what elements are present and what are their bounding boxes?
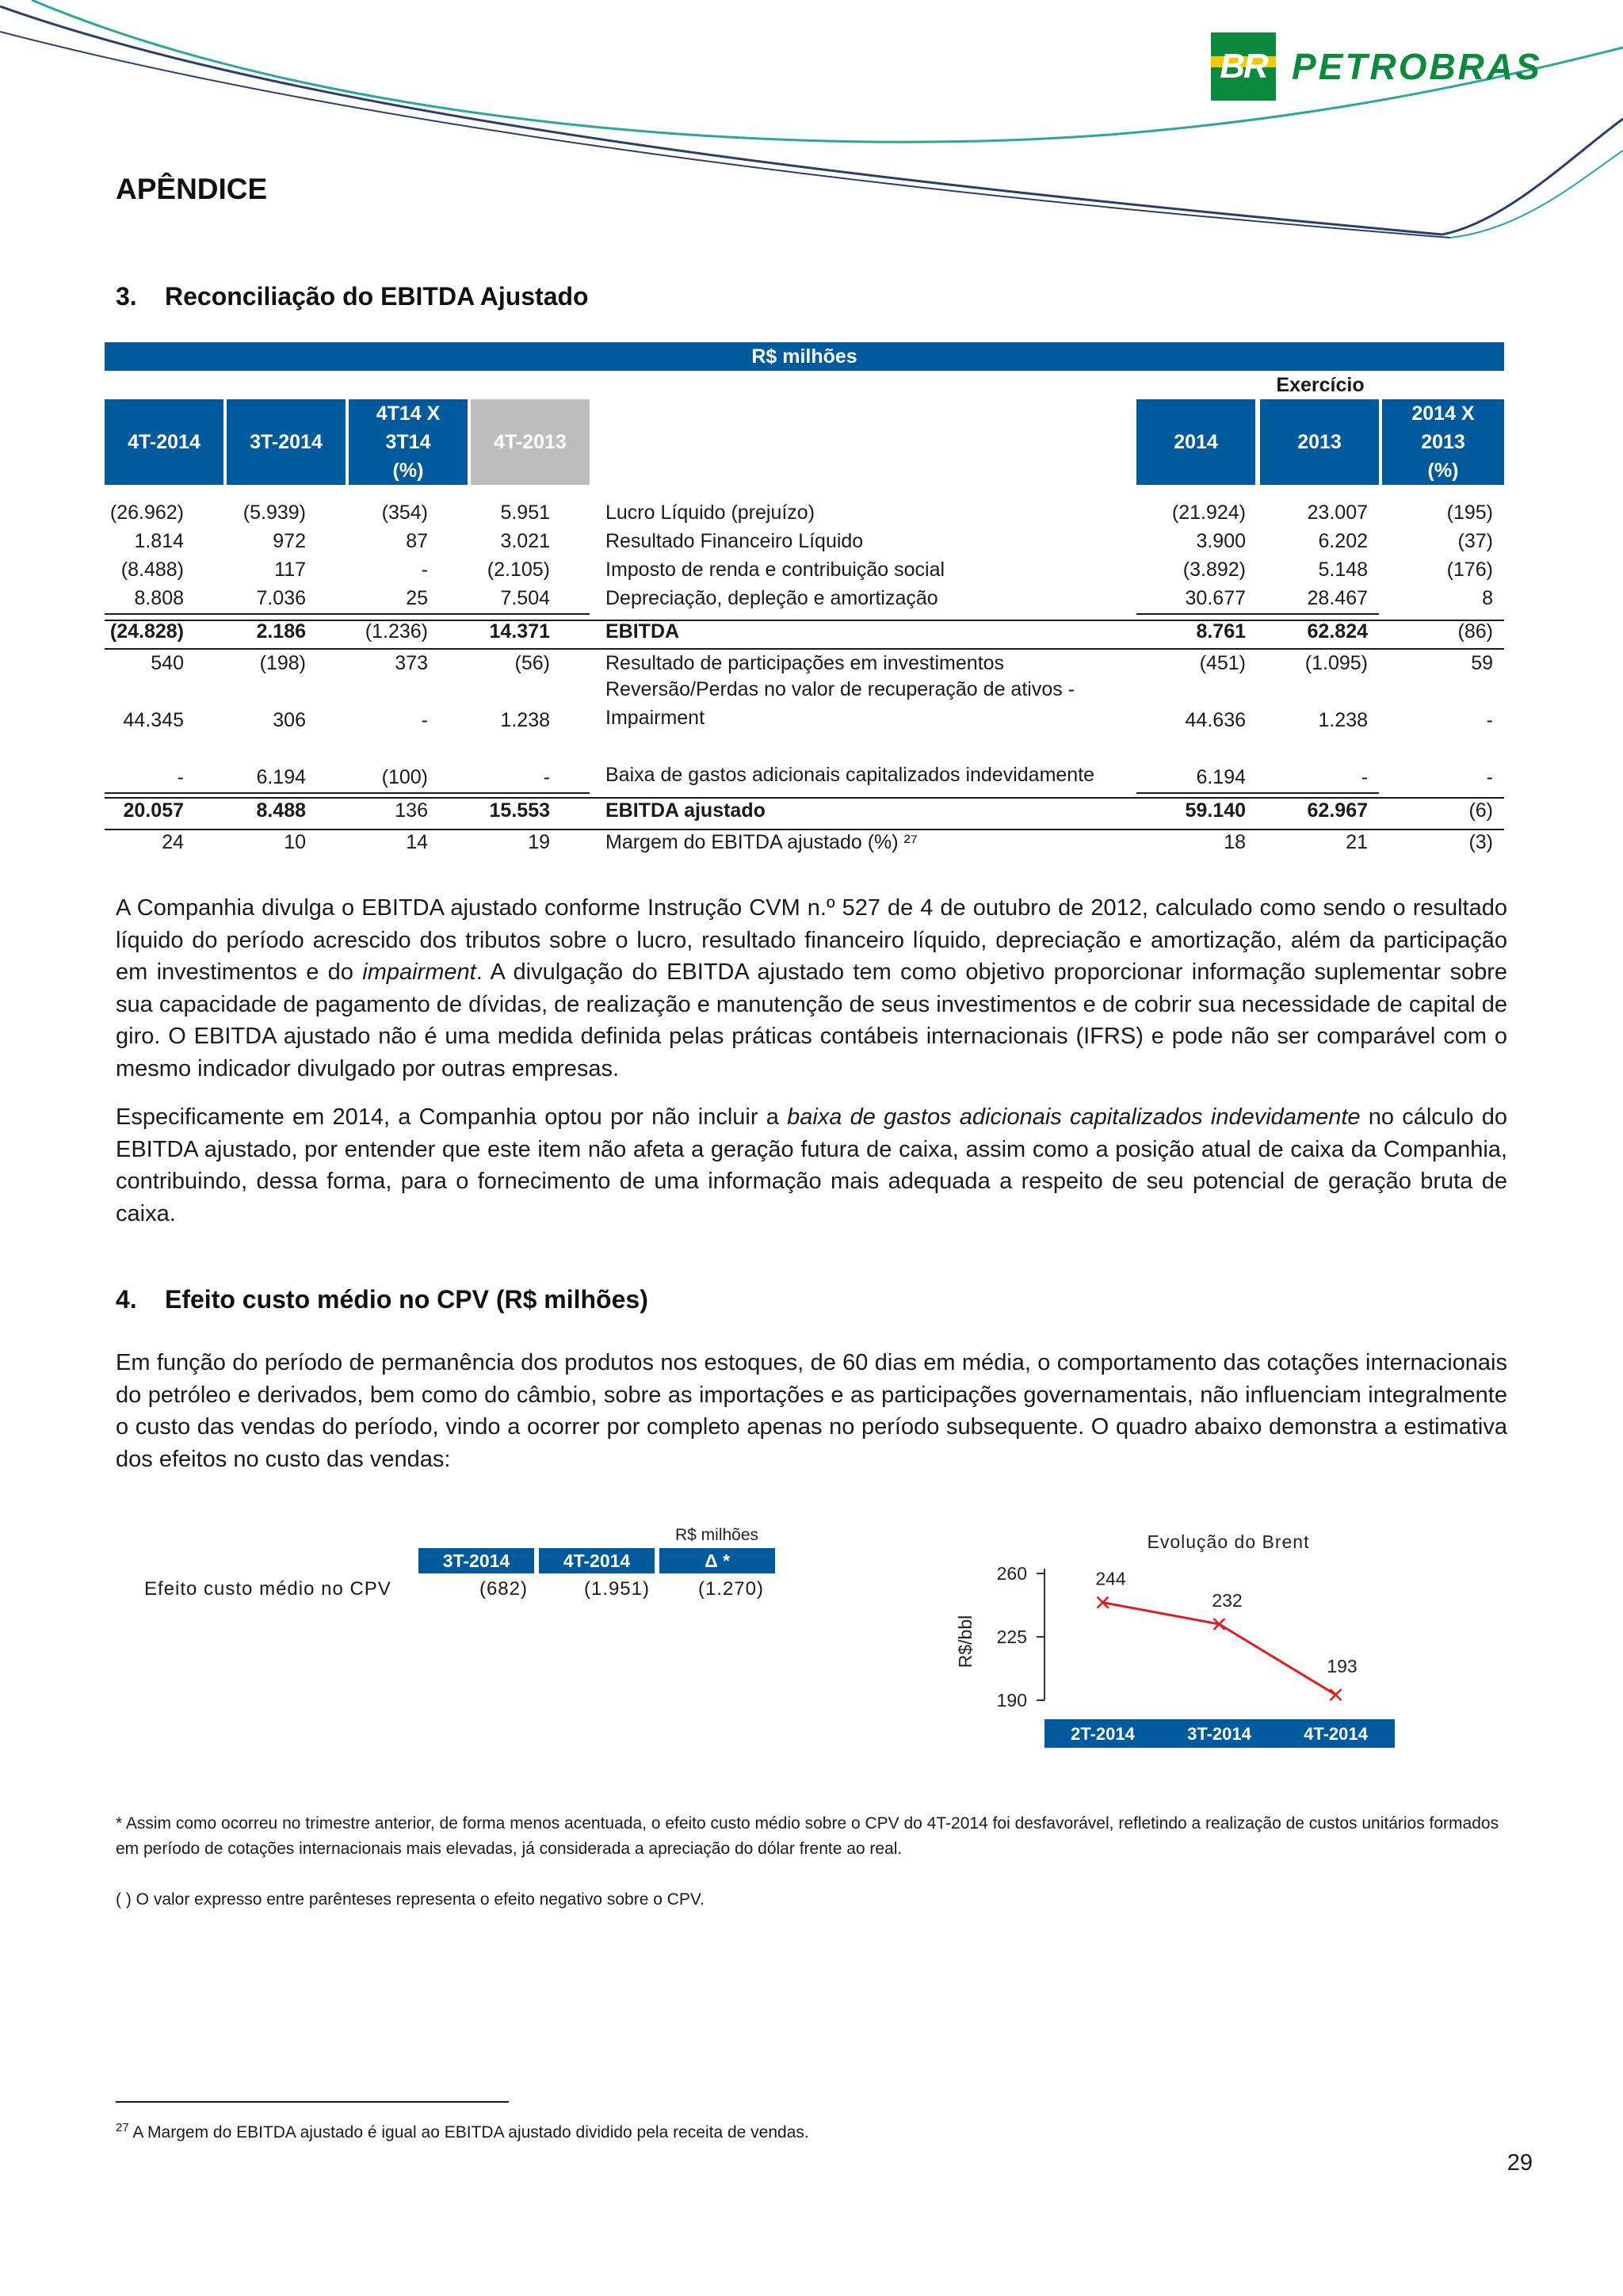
- chart-title: Evolução do Brent: [1147, 1531, 1310, 1552]
- footnote-27: $^{27}$ A Margem do EBITDA ajustado é igual ao EBITDA ajustado dividido pela receita de vendas.: [116, 2121, 809, 2142]
- table-rule: [105, 797, 1504, 799]
- table-row: (26.962) (5.939) (354) 5.951 Lucro Líquido (prejuízo) (21.924) 23.007 (195): [109, 502, 1493, 524]
- table-rule: [105, 648, 1504, 650]
- cpv-column-header: 3T-2014: [418, 1548, 534, 1573]
- table-row: (8.488) 117 - (2.105) Imposto de renda e contribuição social (3.892) 5.148 (176): [120, 559, 1493, 581]
- x-tick-label: 3T-2014: [1187, 1724, 1251, 1744]
- column-header: 2014 X 2013 (%): [1382, 399, 1504, 485]
- cpv-star-note: * Assim como ocorreu no trimestre anterior, de forma menos acentuada, o efeito custo médio sobre o CPV do 4T-2014 foi desfavorável, refletindo a realização de custos unitários formados em período de cotações internacionais mais elevadas, já considerada a apreciação do dólar frente ao real.: [116, 1814, 1499, 1858]
- table-rule: [105, 829, 1504, 830]
- table-unit-band: R$ milhões: [105, 342, 1504, 371]
- cpv-value: (1.270): [697, 1578, 764, 1600]
- table-rule: [1136, 613, 1379, 615]
- page-title: APÊNDICE: [116, 173, 268, 205]
- cpv-row-label: Efeito custo médio no CPV: [144, 1578, 391, 1600]
- column-header: 2013: [1260, 399, 1379, 485]
- data-label: 244: [1095, 1568, 1126, 1589]
- section-4-title: 4. Efeito custo médio no CPV (R$ milhões): [116, 1285, 648, 1314]
- exercicio-label: Exercício: [1276, 374, 1365, 396]
- logo-wordmark: PETROBRAS: [1292, 46, 1542, 87]
- table-row: - 6.194 (100) - Baixa de gastos adicionais capitalizados indevidamente 6.194 - -: [177, 764, 1493, 788]
- table-row: 44.345 306 - 1.238 Reversão/Perdas no valor de recuperação de ativos - Impairment 44.636 1.238 -: [123, 678, 1493, 731]
- y-tick-label: 190: [996, 1690, 1027, 1711]
- table-row-ebitda-ajustado: 20.057 8.488 136 15.553 EBITDA ajustado 59.140 62.967 (6): [123, 799, 1493, 822]
- column-header: 3T-2014: [227, 399, 346, 485]
- cpv-column-header: 4T-2014: [539, 1548, 655, 1573]
- table-rule: [105, 792, 590, 794]
- brent-evolution-chart: [935, 1521, 1411, 1751]
- page-number: 29: [1507, 2150, 1533, 2176]
- column-header: 2014: [1136, 399, 1255, 485]
- cpv-value: (682): [479, 1578, 528, 1600]
- ebitda-table: [105, 499, 1504, 857]
- cpv-explanation: Em função do período de permanência dos produtos nos estoques, de 60 dias em média, o comportamento das cotações internacionais do petróleo e derivados, bem como do câmbio, sobre as importações e as participações governamentais, não influenciam integralmente o custo das vendas do período, vindo a ocorrer por completo apenas no período subsequente. O quadro abaixo demonstra a estimativa dos efeitos no custo das vendas:: [116, 1350, 1507, 1472]
- x-tick-label: 4T-2014: [1304, 1724, 1368, 1744]
- br-logo-mark: BR: [1211, 32, 1276, 101]
- table-rule: [105, 613, 590, 615]
- table-row: 540 (198) 373 (56) Resultado de participações em investimentos (451) (1.095) 59: [151, 652, 1493, 674]
- cpv-column-header: Δ *: [659, 1548, 775, 1573]
- data-label: 232: [1212, 1590, 1243, 1611]
- y-tick-label: 260: [996, 1563, 1027, 1584]
- table-row: 8.808 7.036 25 7.504 Depreciação, depleção e amortização 30.677 28.467 8: [134, 587, 1493, 609]
- table-row: 1.814 972 87 3.021 Resultado Financeiro Líquido 3.900 6.202 (37): [134, 530, 1493, 552]
- table-row: 24 10 14 19 Margem do EBITDA ajustado (%) ²⁷ 18 21 (3): [162, 831, 1493, 853]
- cpv-value: (1.951): [583, 1578, 650, 1600]
- cpv-parenthesis-note: ( ) O valor expresso entre parênteses representa o efeito negativo sobre o CPV.: [116, 1890, 705, 1909]
- footnote-rule: [116, 2101, 509, 2103]
- data-point-marker: [1331, 1689, 1342, 1700]
- column-header: 4T-2013: [471, 399, 590, 485]
- column-header: 4T14 X 3T14 (%): [349, 399, 468, 485]
- table-rule: [105, 620, 1504, 621]
- x-tick-label: 2T-2014: [1071, 1724, 1135, 1744]
- table-rule: [1136, 792, 1379, 794]
- ebitda-explanation: A Companhia divulga o EBITDA ajustado conforme Instrução CVM n.º 527 de 4 de outubro de 2012, calculado como sendo o resultado líquido do período acrescido dos tributos sobre o lucro, resultado financeiro líquido, depreciação e amortização, além da participação em investimentos e do impairment. A divulgação do EBITDA ajustado tem como objetivo proporcionar informação suplementar sobre sua capacidade de pagamento de dívidas, de realização e manutenção de seus investimentos e de cobrir sua necessidade de capital de giro. O EBITDA ajustado não é uma medida definida pelas práticas contábeis internacionais (IFRS) e pode não ser comparável com o mesmo indicador divulgado por outras empresas.: [116, 895, 1507, 1081]
- ebitda-2014-note: Especificamente em 2014, a Companhia optou por não incluir a baixa de gastos adicionais capitalizados indevidamente no cálculo do EBITDA ajustado, por entender que este item não afeta a geração futura de caixa, assim como a posição atual de caixa da Companhia, contribuindo, dessa forma, para o fornecimento de uma informação mais adequada a respeito de seu potencial de geração bruta de caixa.: [116, 1104, 1507, 1226]
- section-3-title: 3. Reconciliação do EBITDA Ajustado: [116, 282, 589, 311]
- data-label: 193: [1327, 1656, 1358, 1677]
- column-header: 4T-2014: [105, 399, 223, 485]
- table-row-ebitda: (24.828) 2.186 (1.236) 14.371 EBITDA 8.761 62.824 (86): [109, 620, 1493, 643]
- y-tick-label: 225: [996, 1627, 1027, 1647]
- cpv-table-unit: R$ milhões: [675, 1526, 759, 1544]
- brent-series-line: [1103, 1603, 1336, 1695]
- petrobras-logo: [1211, 32, 1542, 101]
- chart-ylabel: R$/bbl: [955, 1615, 976, 1669]
